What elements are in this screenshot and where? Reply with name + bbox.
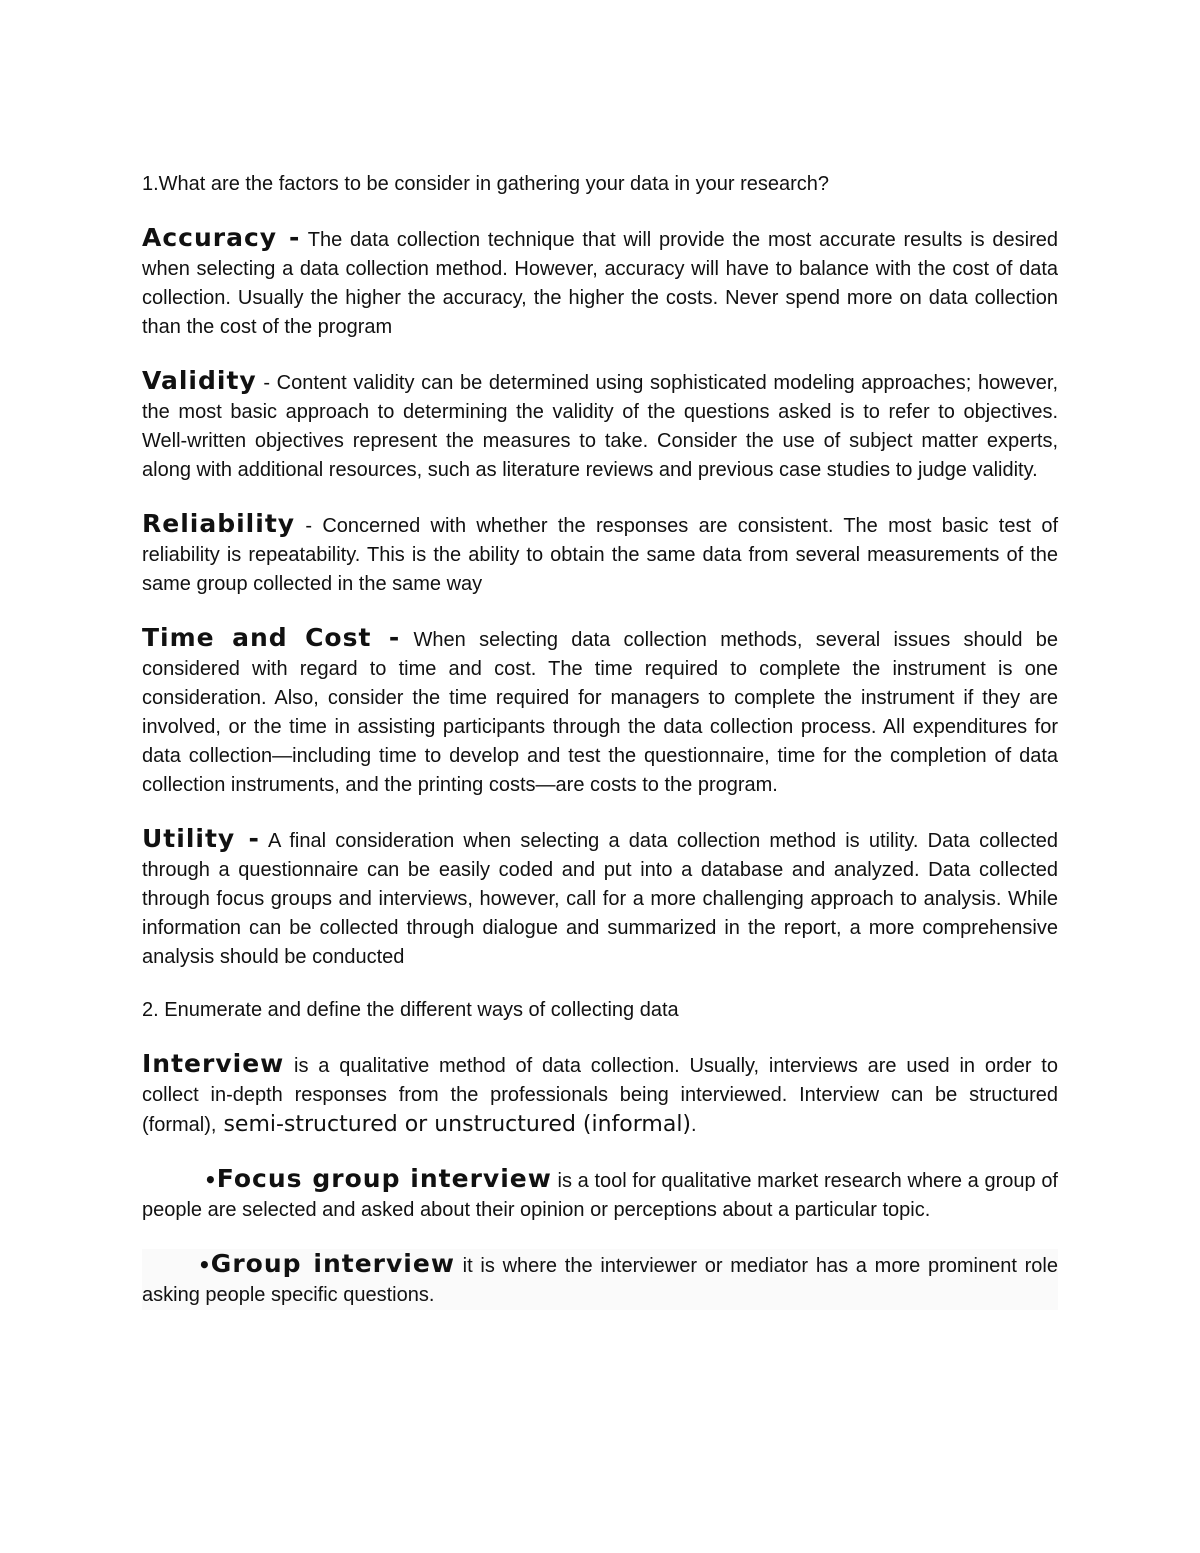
term-accuracy: Accuracy - <box>142 223 301 252</box>
definition-interview-end: . <box>691 1114 697 1136</box>
definition-accuracy: The data collection technique that will provide the most accurate results is desired when selecting a data collection method. However, accuracy will have to balance with the cost of data collection. Usually the higher the accuracy, the higher the costs. Never spend more on data collection than the cost of the program <box>142 229 1058 338</box>
factor-validity <box>142 366 1058 485</box>
definition-reliability: - Concerned with whether the responses are consistent. The most basic test of reliability is repeatability. This is the ability to obtain the same data from several measurements of the same group collected in the same way <box>142 515 1058 595</box>
term-focus-group-interview: Focus group interview <box>216 1164 552 1193</box>
definition-validity: - Content validity can be determined using sophisticated modeling approaches; however, the most basic approach to determining the validity of the questions asked is to refer to objectives. Well-written objectives represent the measures to take. Consider the use of subject matter experts, along with additional resources, such as literature reviews and previous case studies to judge validity. <box>142 372 1058 481</box>
factor-accuracy <box>142 223 1058 342</box>
method-focus-group-interview <box>142 1164 1058 1225</box>
method-group-interview <box>142 1249 1058 1310</box>
term-time-and-cost: Time and Cost - <box>142 623 401 652</box>
term-utility: Utility - <box>142 824 260 853</box>
definition-utility: A final consideration when selecting a data collection method is utility. Data collected through a questionnaire can be easily coded and put into a database and analyzed. Data collected through focus groups and interviews, however, call for a more challenging approach to analysis. While information can be collected through dialogue and summarized in the report, a more comprehensive analysis should be conducted <box>142 830 1058 968</box>
definition-focus-group-interview: is a tool for qualitative market research where a group of people are selected and asked about their opinion or perceptions about a particular topic. <box>142 1170 1058 1221</box>
term-interview: Interview <box>142 1049 285 1078</box>
question-1: 1.What are the factors to be consider in gathering your data in your research? <box>142 173 830 195</box>
definition-interview-types: semi-structured or unstructured (informal) <box>216 1112 692 1137</box>
term-reliability: Reliability <box>142 509 296 538</box>
definition-group-interview: it is where the interviewer or mediator has a more prominent role asking people specific questions. <box>142 1255 1058 1306</box>
factor-utility <box>142 824 1058 972</box>
method-interview <box>142 1049 1058 1140</box>
definition-time-and-cost: When selecting data collection methods, several issues should be considered with regard to time and cost. The time required to complete the instrument is one consideration. Also, consider the time required for managers to complete the instrument if they are involved, or the time in assisting participants through the data collection process. All expenditures for data collection—including time to develop and test the questionnaire, time for the completion of data collection instruments, and the printing costs—are costs to the program. <box>142 629 1058 796</box>
bullet-marker: • <box>204 1168 217 1192</box>
question-2: 2. Enumerate and define the different ways of collecting data <box>142 999 679 1021</box>
term-group-interview: Group interview <box>210 1249 455 1278</box>
term-validity: Validity <box>142 366 257 395</box>
factor-reliability <box>142 509 1058 599</box>
bullet-marker: • <box>198 1253 211 1277</box>
factor-time-and-cost <box>142 623 1058 800</box>
definition-interview: is a qualitative method of data collection. Usually, interviews are used in order to collect in-depth responses from the professionals being interviewed. Interview can be structured (formal), <box>142 1055 1058 1136</box>
